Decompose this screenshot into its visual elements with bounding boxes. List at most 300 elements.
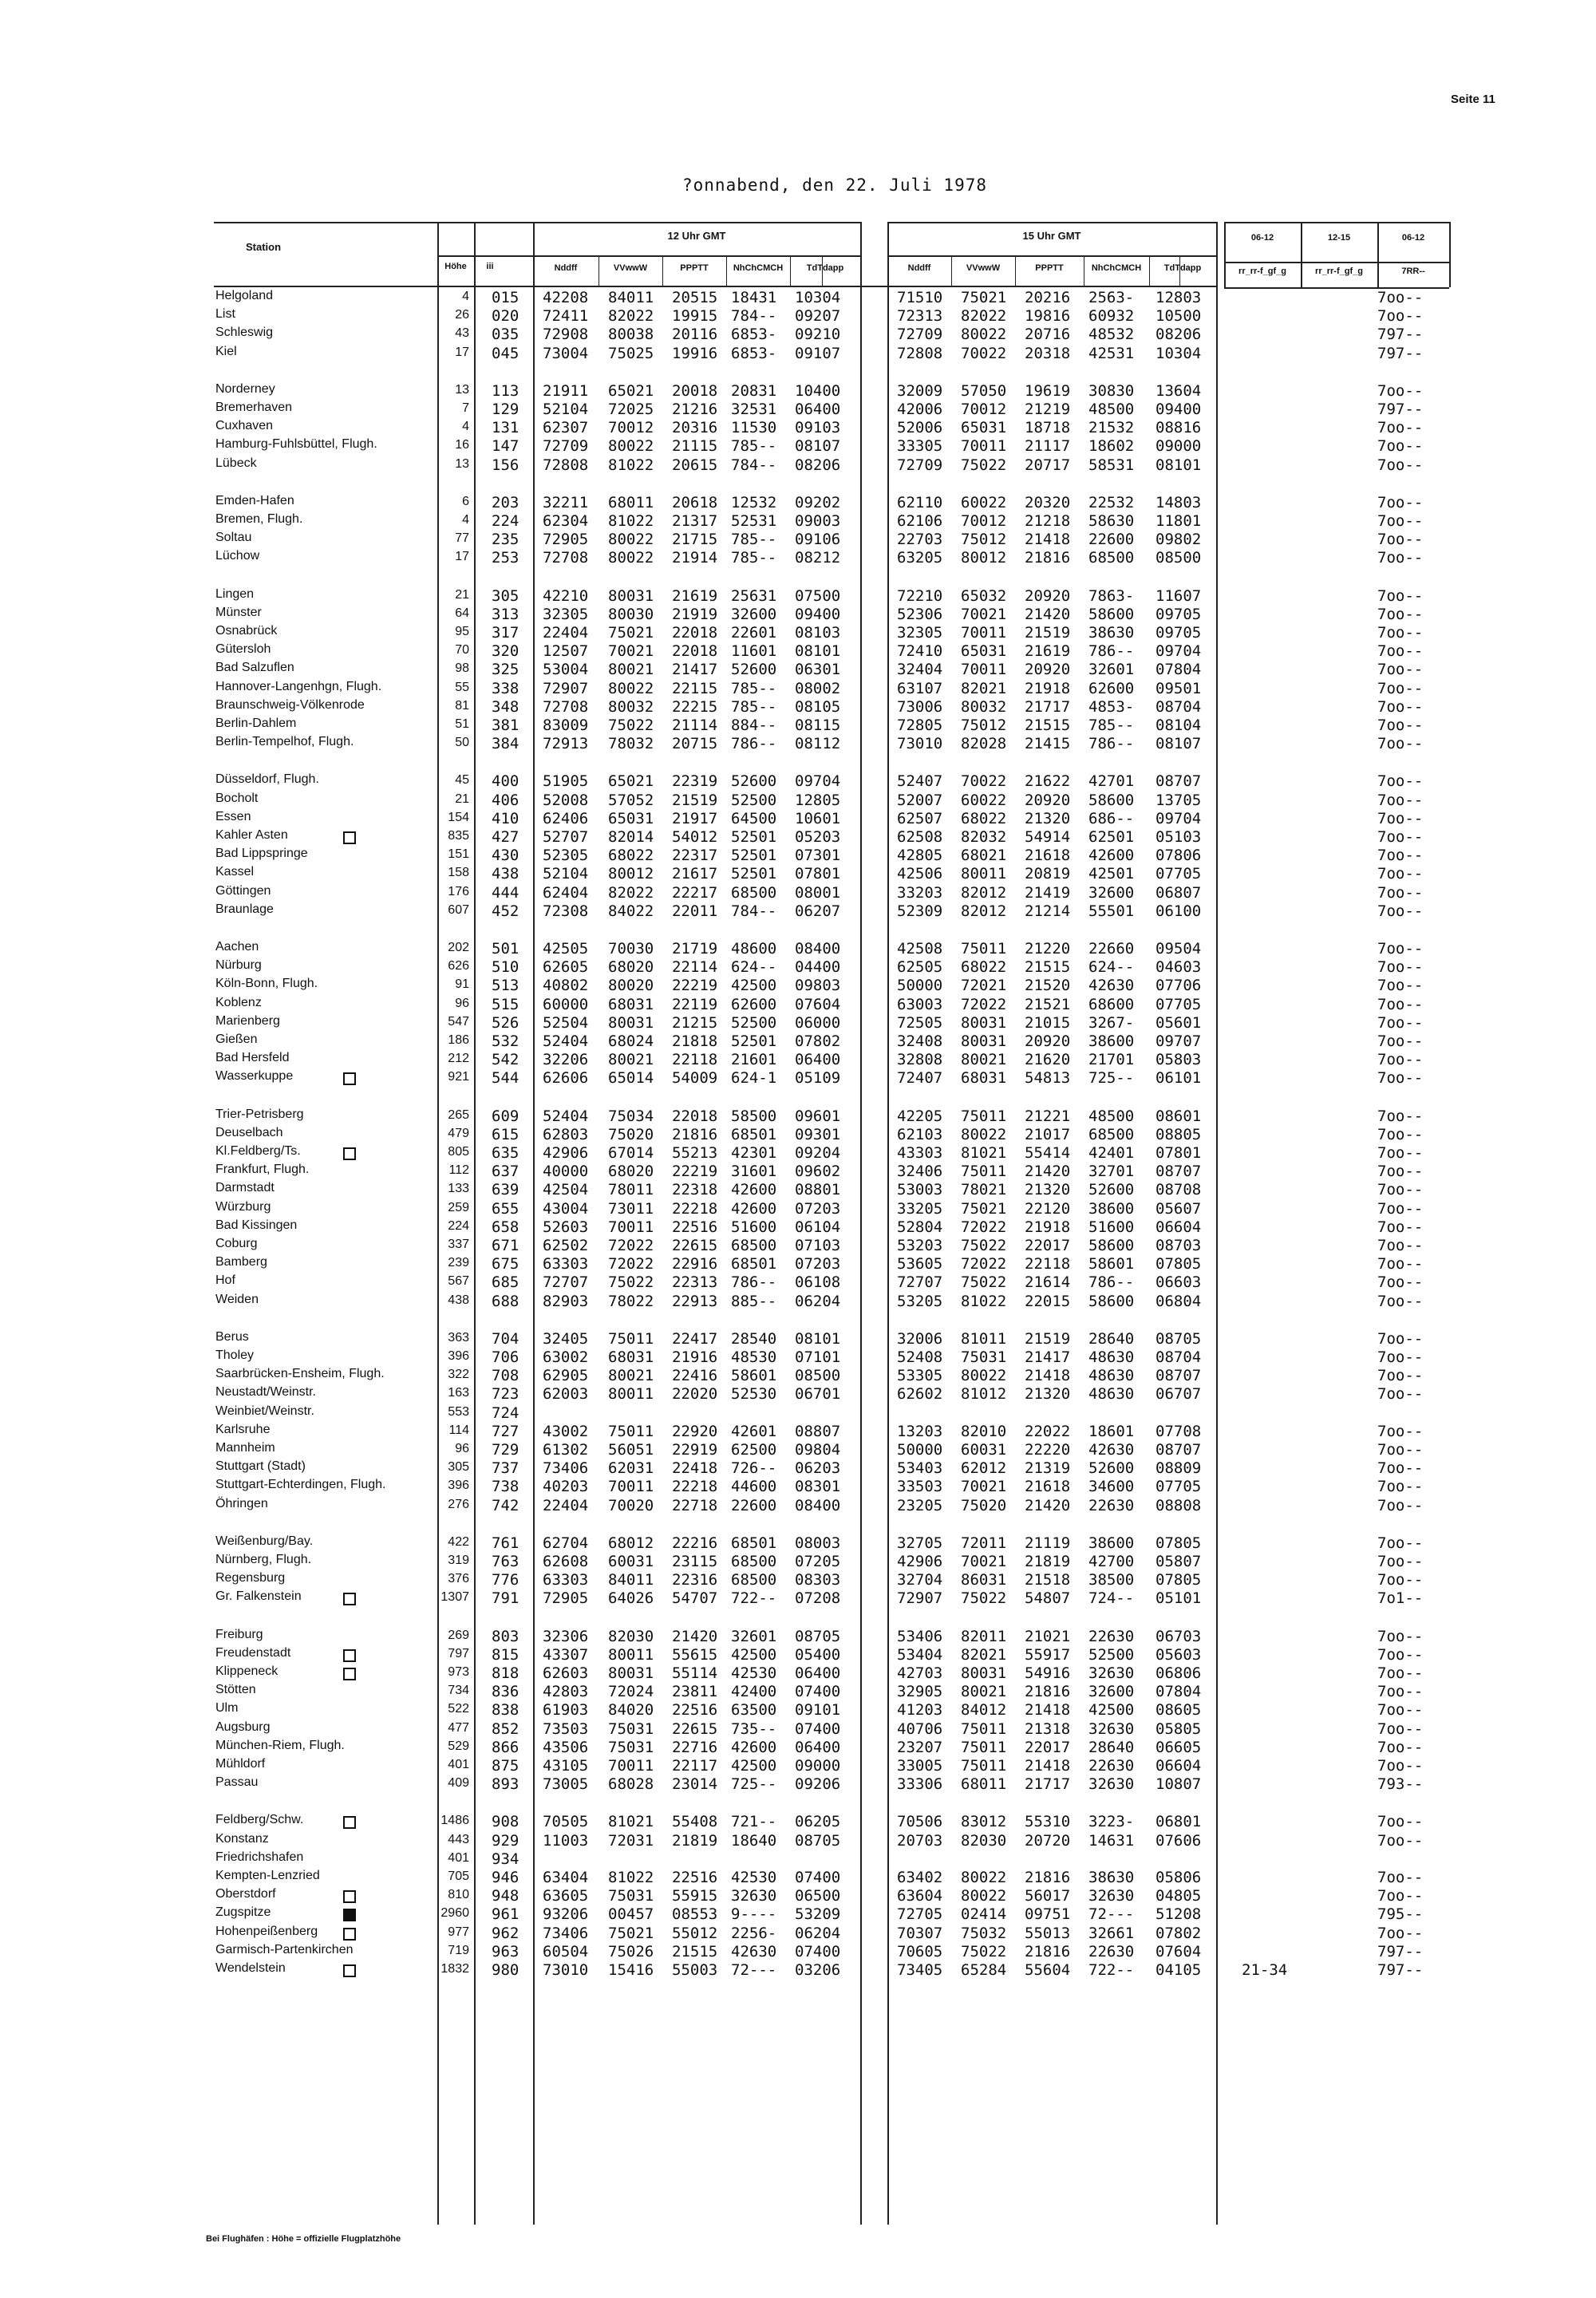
station-name: Nürnberg, Flugh. (215, 1553, 312, 1566)
obs-15-value: 22630 (1088, 1627, 1135, 1645)
table-row (0, 1905, 1596, 1923)
obs-15-value: 21816 (1025, 549, 1071, 567)
station-iii: 635 (492, 1144, 519, 1162)
obs-12-value: 62003 (543, 1385, 589, 1404)
table-row (0, 1869, 1596, 1886)
obs-12-value: 22115 (672, 679, 718, 697)
obs-12-value: 21114 (672, 717, 718, 734)
obs-12-value: 09202 (795, 493, 841, 511)
station-name: Trier-Petrisberg (215, 1107, 304, 1121)
station-name: Karlsruhe (215, 1422, 271, 1436)
obs-12-value: 43002 (543, 1422, 589, 1440)
extra-7rr-value: 7oo-- (1377, 1459, 1424, 1478)
obs-15-value: 23207 (897, 1738, 943, 1756)
obs-12-value: 72707 (543, 1273, 589, 1292)
obs-12-value: 08105 (795, 697, 841, 716)
obs-15-value: 786-- (1088, 642, 1135, 661)
obs-12-value: 07802 (795, 1033, 841, 1050)
station-iii: 253 (492, 549, 519, 567)
extra-7rr-value: 7oo-- (1377, 1869, 1424, 1886)
obs-12-value: 04400 (795, 958, 841, 977)
obs-15-value: 21521 (1025, 995, 1071, 1013)
obs-12-value: 08101 (795, 642, 841, 661)
station-name: Wasserkuppe (215, 1069, 294, 1084)
obs-15-value: 80032 (961, 697, 1007, 716)
table-row (0, 1628, 1596, 1645)
obs-15-value: 21418 (1025, 531, 1071, 549)
obs-15-value: 53406 (897, 1627, 943, 1645)
obs-15-value: 07801 (1156, 1144, 1202, 1162)
station-name: Konstanz (215, 1831, 269, 1846)
obs-12-value: 51905 (543, 772, 589, 791)
station-hoehe: 797 (448, 1646, 469, 1660)
extra-06-12-value: 21-34 (1242, 1961, 1288, 1979)
obs-15-value: 21015 (1025, 1013, 1071, 1032)
obs-15-value: 42906 (897, 1553, 943, 1570)
obs-15-value: 63107 (897, 679, 943, 697)
obs-15-value: 75012 (961, 717, 1007, 734)
station-iii: 685 (492, 1273, 519, 1292)
obs-12-value: 54707 (672, 1589, 718, 1608)
obs-12-value: 09000 (795, 1757, 841, 1775)
obs-15-value: 20703 (897, 1831, 943, 1850)
obs-15-value: 38600 (1088, 1534, 1135, 1552)
table-row (0, 828, 1596, 846)
obs-12-value: 62605 (543, 958, 589, 977)
obs-12-value: 785-- (731, 437, 777, 456)
obs-15-value: 70021 (961, 1553, 1007, 1570)
obs-15-value: 53403 (897, 1459, 943, 1478)
station-hoehe: 212 (448, 1052, 469, 1066)
obs-15-value: 22703 (897, 531, 943, 549)
obs-15-value: 06801 (1156, 1813, 1202, 1831)
obs-15-value: 08707 (1156, 1163, 1202, 1181)
obs-15-value: 07804 (1156, 661, 1202, 679)
obs-15-value: 20920 (1025, 661, 1071, 679)
station-hoehe: 17 (455, 345, 469, 359)
obs-15-value: 72505 (897, 1013, 943, 1032)
obs-15-value: 08601 (1156, 1107, 1202, 1125)
station-name: Augsburg (215, 1720, 271, 1734)
obs-15-value: 21415 (1025, 735, 1071, 753)
obs-15-value: 21816 (1025, 1942, 1071, 1960)
obs-15-value: 32630 (1088, 1775, 1135, 1794)
obs-12-value: 52104 (543, 401, 589, 418)
obs-15-value: 08707 (1156, 1441, 1202, 1459)
obs-15-value: 33205 (897, 1199, 943, 1218)
obs-15-value: 82028 (961, 735, 1007, 753)
station-iii: 384 (492, 735, 519, 753)
obs-15-value: 42506 (897, 865, 943, 883)
obs-15-value: 70022 (961, 344, 1007, 362)
obs-12-value: 72022 (608, 1237, 654, 1254)
table-row (0, 1943, 1596, 1960)
obs-15-value: 21532 (1088, 419, 1135, 437)
obs-15-value: 72709 (897, 326, 943, 344)
station-iii: 131 (492, 419, 519, 437)
station-iii: 452 (492, 902, 519, 920)
obs-12-value: 72808 (543, 456, 589, 474)
obs-15-value: 60031 (961, 1441, 1007, 1459)
obs-12-value: 73011 (608, 1199, 654, 1218)
obs-12-value: 22516 (672, 1869, 718, 1886)
obs-15-value: 58630 (1088, 512, 1135, 530)
station-iii: 708 (492, 1367, 519, 1385)
obs-15-value: 82021 (961, 679, 1007, 697)
obs-12-value: 06204 (795, 1924, 841, 1942)
obs-15-value: 05101 (1156, 1589, 1202, 1608)
station-hoehe: 163 (448, 1386, 469, 1400)
obs-15-value: 38630 (1088, 1869, 1135, 1886)
obs-12-value: 22404 (543, 624, 589, 642)
obs-12-value: 57052 (608, 791, 654, 809)
obs-12-value: 42600 (731, 1181, 777, 1199)
obs-15-value: 4853- (1088, 697, 1135, 716)
obs-15-value: 21320 (1025, 1385, 1071, 1404)
table-row (0, 1330, 1596, 1348)
station-iii: 724 (492, 1404, 519, 1422)
obs-15-value: 42500 (1088, 1701, 1135, 1720)
station-hoehe: 319 (448, 1554, 469, 1567)
extra-7rr-value: 7oo-- (1377, 307, 1424, 326)
obs-15-value: 72907 (897, 1589, 943, 1608)
obs-12-value: 80011 (608, 1385, 654, 1404)
obs-15-value: 80021 (961, 1683, 1007, 1701)
obs-15-value: 73010 (897, 735, 943, 753)
obs-12-value: 52504 (543, 1013, 589, 1032)
table-row (0, 1200, 1596, 1218)
open-square-icon (343, 1668, 356, 1680)
obs-15-value: 06100 (1156, 902, 1202, 920)
station-iii: 639 (492, 1181, 519, 1199)
station-iii: 803 (492, 1627, 519, 1645)
obs-15-value: 20717 (1025, 456, 1071, 474)
obs-15-value: 68011 (961, 1775, 1007, 1794)
station-name: Hannover-Langenhgn, Flugh. (215, 679, 382, 693)
obs-12-value: 20615 (672, 456, 718, 474)
station-hoehe: 973 (448, 1665, 469, 1679)
obs-15-value: 81022 (961, 1292, 1007, 1310)
table-row (0, 1589, 1596, 1607)
station-hoehe: 438 (448, 1293, 469, 1307)
obs-12-value: 786-- (731, 1273, 777, 1292)
station-name: Tholey (215, 1348, 255, 1362)
obs-15-value: 18718 (1025, 419, 1071, 437)
obs-12-value: 11601 (731, 642, 777, 661)
obs-15-value: 72805 (897, 717, 943, 734)
open-square-icon (343, 1890, 356, 1903)
station-hoehe: 401 (448, 1850, 469, 1865)
obs-12-value: 70011 (608, 1218, 654, 1236)
table-row (0, 1385, 1596, 1403)
station-hoehe: 158 (448, 866, 469, 880)
obs-15-value: 34600 (1088, 1478, 1135, 1496)
obs-15-value: 21519 (1025, 1329, 1071, 1348)
obs-12-value: 05109 (795, 1069, 841, 1088)
obs-15-value: 38630 (1088, 624, 1135, 642)
obs-12-value: 21919 (672, 605, 718, 623)
table-row (0, 1813, 1596, 1830)
obs-15-value: 73006 (897, 697, 943, 716)
obs-12-value: 07103 (795, 1237, 841, 1254)
obs-15-value: 22017 (1025, 1237, 1071, 1254)
obs-12-value: 72905 (543, 531, 589, 549)
station-name: Berlin-Dahlem (215, 717, 297, 730)
table-row (0, 1069, 1596, 1087)
obs-15-value: 14803 (1156, 493, 1202, 511)
obs-15-value: 21520 (1025, 977, 1071, 995)
obs-15-value: 75022 (961, 456, 1007, 474)
station-hoehe: 98 (455, 661, 469, 676)
obs-15-value: 05807 (1156, 1553, 1202, 1570)
open-square-icon (343, 1649, 356, 1662)
obs-12-value: 70020 (608, 1496, 654, 1514)
station-iii: 147 (492, 437, 519, 456)
obs-15-value: 21218 (1025, 512, 1071, 530)
obs-12-value: 70011 (608, 1757, 654, 1775)
obs-12-value: 81021 (608, 1813, 654, 1831)
extra-7rr-value: 7oo-- (1377, 1924, 1424, 1942)
obs-15-value: 55604 (1025, 1961, 1071, 1979)
obs-12-value: 07801 (795, 865, 841, 883)
obs-15-value: 08708 (1156, 1181, 1202, 1199)
obs-12-value: 22913 (672, 1292, 718, 1310)
station-name: Garmisch-Partenkirchen (215, 1942, 354, 1956)
station-name: Weißenburg/Bay. (215, 1534, 314, 1548)
station-name: Essen (215, 809, 251, 823)
obs-15-value: 82022 (961, 307, 1007, 326)
station-hoehe: 202 (448, 941, 469, 954)
obs-12-value: 52603 (543, 1218, 589, 1236)
obs-12-value: 43004 (543, 1199, 589, 1218)
station-hoehe: 376 (448, 1572, 469, 1586)
obs-12-value: 80031 (608, 1664, 654, 1682)
obs-12-value: 07400 (795, 1869, 841, 1886)
obs-15-value: 09707 (1156, 1033, 1202, 1050)
obs-15-value: 50000 (897, 977, 943, 995)
obs-12-value: 75011 (608, 1329, 654, 1348)
obs-12-value: 23115 (672, 1553, 718, 1570)
station-iii: 658 (492, 1218, 519, 1236)
extra-7rr-value: 7oo-- (1377, 1273, 1424, 1292)
obs-15-value: 73405 (897, 1961, 943, 1979)
page-number: Seite 11 (1451, 93, 1495, 106)
obs-15-value: 72808 (897, 344, 943, 362)
obs-15-value: 05607 (1156, 1199, 1202, 1218)
obs-15-value: 70307 (897, 1924, 943, 1942)
obs-12-value: 84011 (608, 289, 654, 306)
obs-15-value: 72022 (961, 995, 1007, 1013)
obs-12-value: 64500 (731, 809, 777, 827)
extra-7rr-value: 7oo-- (1377, 1887, 1424, 1905)
obs-12-value: 68031 (608, 995, 654, 1013)
obs-12-value: 09301 (795, 1125, 841, 1143)
table-row (0, 1237, 1596, 1254)
obs-15-value: 22120 (1025, 1199, 1071, 1218)
obs-12-value: 58601 (731, 1367, 777, 1385)
obs-12-value: 9---- (731, 1905, 777, 1924)
station-hoehe: 133 (448, 1182, 469, 1196)
station-iii: 675 (492, 1255, 519, 1273)
obs-15-value: 43303 (897, 1144, 943, 1162)
table-hline-4 (887, 255, 1216, 257)
obs-15-value: 80012 (961, 549, 1007, 567)
station-name: Kl.Feldberg/Ts. (215, 1144, 301, 1158)
obs-12-value: 52531 (731, 512, 777, 530)
obs-12-value: 68012 (608, 1534, 654, 1552)
obs-12-value: 08705 (795, 1627, 841, 1645)
extra-vline-1 (1301, 222, 1302, 287)
obs-15-value: 21918 (1025, 679, 1071, 697)
table-row (0, 1273, 1596, 1291)
obs-12-value: 22219 (672, 1163, 718, 1181)
table-row (0, 382, 1596, 400)
obs-12-value: 52600 (731, 772, 777, 791)
obs-12-value: 52600 (731, 661, 777, 679)
obs-15-value: 725-- (1088, 1069, 1135, 1088)
obs-15-value: 80011 (961, 865, 1007, 883)
table-row (0, 1553, 1596, 1570)
obs-12-value: 6853- (731, 326, 777, 344)
obs-15-value: 42700 (1088, 1553, 1135, 1570)
station-name: Cuxhaven (215, 419, 274, 433)
table-row (0, 642, 1596, 660)
station-iii: 963 (492, 1942, 519, 1960)
obs-15-value: 22630 (1088, 1757, 1135, 1775)
station-hoehe: 96 (455, 1442, 469, 1455)
obs-12-value: 32206 (543, 1051, 589, 1069)
table-row (0, 587, 1596, 605)
header-15-col-3: NhChCMCH (1091, 263, 1142, 273)
table-row (0, 661, 1596, 678)
obs-12-value: 07400 (795, 1683, 841, 1701)
obs-15-value: 32701 (1088, 1163, 1135, 1181)
obs-12-value: 6853- (731, 344, 777, 362)
station-iii: 704 (492, 1329, 519, 1348)
obs-15-value: 72210 (897, 586, 943, 605)
station-iii: 908 (492, 1813, 519, 1831)
station-name: München-Riem, Flugh. (215, 1738, 345, 1752)
obs-12-value: 08553 (672, 1905, 718, 1924)
obs-15-value: 70021 (961, 1478, 1007, 1496)
obs-15-value: 08500 (1156, 549, 1202, 567)
obs-15-value: 05803 (1156, 1051, 1202, 1069)
station-hoehe: 45 (455, 773, 469, 788)
obs-12-value: 75021 (608, 1924, 654, 1942)
obs-12-value: 68500 (731, 1237, 777, 1254)
obs-15-value: 08705 (1156, 1329, 1202, 1348)
extra-7rr-value: 7oo-- (1377, 809, 1424, 827)
obs-12-value: 06205 (795, 1813, 841, 1831)
station-hoehe: 553 (448, 1404, 469, 1419)
station-hoehe: 363 (448, 1330, 469, 1344)
obs-12-value: 06000 (795, 1013, 841, 1032)
station-name: Regensburg (215, 1571, 286, 1585)
obs-12-value: 73503 (543, 1720, 589, 1738)
obs-15-value: 06804 (1156, 1292, 1202, 1310)
table-row (0, 1404, 1596, 1422)
obs-12-value: 08001 (795, 883, 841, 902)
obs-12-value: 06104 (795, 1218, 841, 1236)
obs-15-value: 70011 (961, 437, 1007, 456)
header-extra-2: 06-12 (1401, 233, 1425, 243)
obs-15-value: 52804 (897, 1218, 943, 1236)
obs-15-value: 09705 (1156, 624, 1202, 642)
station-hoehe: 443 (448, 1832, 469, 1846)
obs-12-value: 22916 (672, 1255, 718, 1273)
obs-15-value: 3223- (1088, 1813, 1135, 1831)
obs-15-value: 75011 (961, 1738, 1007, 1756)
header-extra-1: 12-15 (1327, 233, 1351, 243)
table-row (0, 977, 1596, 994)
station-iii: 513 (492, 977, 519, 995)
obs-15-value: 32404 (897, 661, 943, 679)
extra-7rr-value: 7oo-- (1377, 717, 1424, 734)
extra-7rr-value: 7oo-- (1377, 1645, 1424, 1664)
station-iii: 962 (492, 1924, 519, 1942)
station-iii: 818 (492, 1664, 519, 1682)
station-iii: 791 (492, 1589, 519, 1608)
obs-12-value: 08103 (795, 624, 841, 642)
obs-12-value: 54012 (672, 828, 718, 846)
table-row (0, 698, 1596, 716)
station-hoehe: 26 (455, 308, 469, 322)
station-hoehe: 477 (448, 1720, 469, 1735)
obs-15-value: 7863- (1088, 586, 1135, 605)
obs-12-value: 75034 (608, 1107, 654, 1125)
station-iii: 875 (492, 1757, 519, 1775)
obs-12-value: 09107 (795, 344, 841, 362)
station-name: Soltau (215, 531, 252, 545)
obs-15-value: 09751 (1025, 1905, 1071, 1924)
obs-15-value: 11801 (1156, 512, 1202, 530)
obs-15-value: 58531 (1088, 456, 1135, 474)
station-iii: 737 (492, 1459, 519, 1478)
extra-hline-1 (1224, 262, 1449, 263)
obs-12-value: 722-- (731, 1589, 777, 1608)
extra-7rr-value: 7oo-- (1377, 1553, 1424, 1570)
extra-7rr-value: 7oo-- (1377, 586, 1424, 605)
obs-15-value: 05601 (1156, 1013, 1202, 1032)
obs-12-value: 48600 (731, 940, 777, 958)
obs-12-value: 52305 (543, 847, 589, 865)
obs-15-value: 62012 (961, 1459, 1007, 1478)
station-hoehe: 4 (462, 290, 469, 303)
obs-15-value: 08704 (1156, 697, 1202, 716)
obs-12-value: 42210 (543, 586, 589, 605)
obs-12-value: 09804 (795, 1441, 841, 1459)
station-iii: 609 (492, 1107, 519, 1125)
obs-15-value: 21620 (1025, 1051, 1071, 1069)
obs-12-value: 08400 (795, 940, 841, 958)
station-name: Passau (215, 1775, 259, 1790)
obs-12-value: 80022 (608, 549, 654, 567)
obs-12-value: 62404 (543, 883, 589, 902)
extra-7rr-value: 7oo-- (1377, 1534, 1424, 1552)
obs-12-value: 11003 (543, 1831, 589, 1850)
station-hoehe: 259 (448, 1200, 469, 1214)
extra-7rr-value: 795-- (1377, 1905, 1424, 1924)
station-hoehe: 154 (448, 810, 469, 824)
station-iii: 317 (492, 624, 519, 642)
obs-15-value: 20920 (1025, 586, 1071, 605)
obs-12-value: 12507 (543, 642, 589, 661)
station-iii: 015 (492, 289, 519, 306)
obs-12-value: 09206 (795, 1775, 841, 1794)
obs-15-value: 20716 (1025, 326, 1071, 344)
obs-15-value: 21418 (1025, 1701, 1071, 1720)
obs-15-value: 32905 (897, 1683, 943, 1701)
